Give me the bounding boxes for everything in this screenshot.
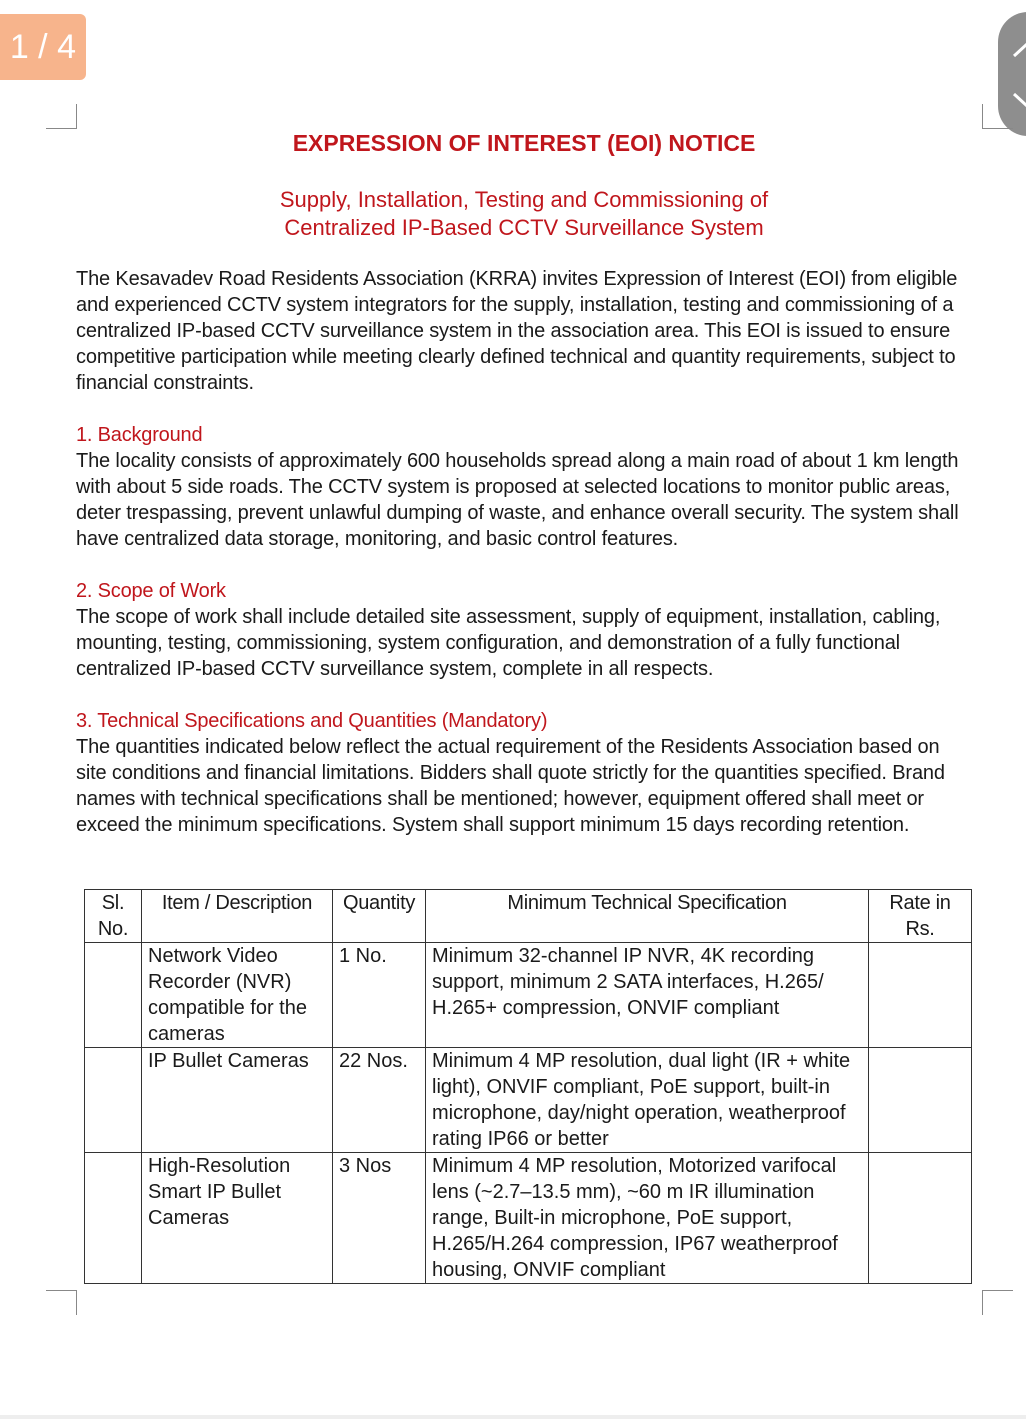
section-heading-scope: 2. Scope of Work [76,580,226,602]
intro-paragraph: The Kesavadev Road Residents Association (KRRA) invites Expression of Interest (EOI) from eligible and experienced CCTV system integrators for the supply, installation, testing and commissioning of a centralized IP-based CCTV surveillance system in the association area. This EOI is issued to ensure competitive participation while meeting clearly defined technical and quantity requirements, subject to financial constraints. [76,268,958,394]
header-sl-no: Sl. No. [85,890,142,943]
cell-quantity: 1 No. [333,943,426,1048]
cell-quantity: 3 Nos [333,1153,426,1284]
cell-rate [869,1048,972,1153]
header-quantity: Quantity [333,890,426,943]
section-heading-background: 1. Background [76,424,203,446]
chevron-down-icon[interactable] [1012,90,1026,110]
page-indicator: 1 / 4 [0,14,86,80]
document-title: EXPRESSION OF INTEREST (EOI) NOTICE [292,130,756,156]
table-row [85,1153,972,1284]
subtitle-line-1: Supply, Installation, Testing and Commissioning of [279,187,769,212]
cell-rate [869,943,972,1048]
section-heading-specifications: 3. Technical Specifications and Quantities (Mandatory) [76,710,548,732]
table-header-row [85,890,972,943]
header-rate: Rate in Rs. [869,890,972,943]
cell-quantity: 22 Nos. [333,1048,426,1153]
cell-specification: Minimum 4 MP resolution, dual light (IR + white light), ONVIF compliant, PoE support, built-in microphone, day/night operation, weatherproof rating IP66 or better [426,1048,869,1153]
cell-sl-no [85,1048,142,1153]
cell-sl-no [85,943,142,1048]
specifications-table [84,889,972,1284]
cell-sl-no [85,1153,142,1284]
cell-specification: Minimum 32-channel IP NVR, 4K recording support, minimum 2 SATA interfaces, H.265/ H.265+ compression, ONVIF compliant [426,943,869,1048]
document-page [76,124,972,838]
cell-specification: Minimum 4 MP resolution, Motorized varifocal lens (~2.7–13.5 mm), ~60 m IR illumination range, Built-in microphone, PoE support, H.265/H.264 compression, IP67 weatherproof housing, ONVIF compliant [426,1153,869,1284]
document-subtitle [76,186,972,242]
bottom-divider [0,1415,1026,1419]
cell-rate [869,1153,972,1284]
crop-mark-bottom-left [46,1290,77,1315]
table-row [85,1048,972,1153]
crop-mark-bottom-right [982,1290,1013,1315]
crop-mark-top-left [46,104,77,129]
crop-mark-top-right [982,104,1013,129]
header-item: Item / Description [142,890,333,943]
cell-item: Network Video Recorder (NVR) compatible for the cameras [142,943,333,1048]
section-text-background: The locality consists of approximately 600 households spread along a main road of about 1 km length with about 5 side roads. The CCTV system is proposed at selected locations to monitor public areas, deter trespassing, prevent unlawful dumping of waste, and enhance overall security. The system shall have centralized data storage, monitoring, and basic control features. [76,450,959,550]
chevron-up-icon[interactable] [1012,40,1026,60]
section-text-scope: The scope of work shall include detailed site assessment, supply of equipment, installation, cabling, mounting, testing, commissioning, system configuration, and demonstration of a fully functional centralized IP-based CCTV surveillance system, complete in all respects. [76,606,941,680]
header-specification: Minimum Technical Specification [426,890,869,943]
section-text-specifications: The quantities indicated below reflect the actual requirement of the Residents Association based on site conditions and financial limitations. Bidders shall quote strictly for the quantities specified. Brand names with technical specifications shall be mentioned; however, equipment offered shall meet or exceed the minimum specifications. System shall support minimum 15 days recording retention. [76,736,945,836]
table-row [85,943,972,1048]
subtitle-line-2: Centralized IP-Based CCTV Surveillance System [284,215,764,240]
cell-item: IP Bullet Cameras [142,1048,333,1153]
cell-item: High-Resolution Smart IP Bullet Cameras [142,1153,333,1284]
